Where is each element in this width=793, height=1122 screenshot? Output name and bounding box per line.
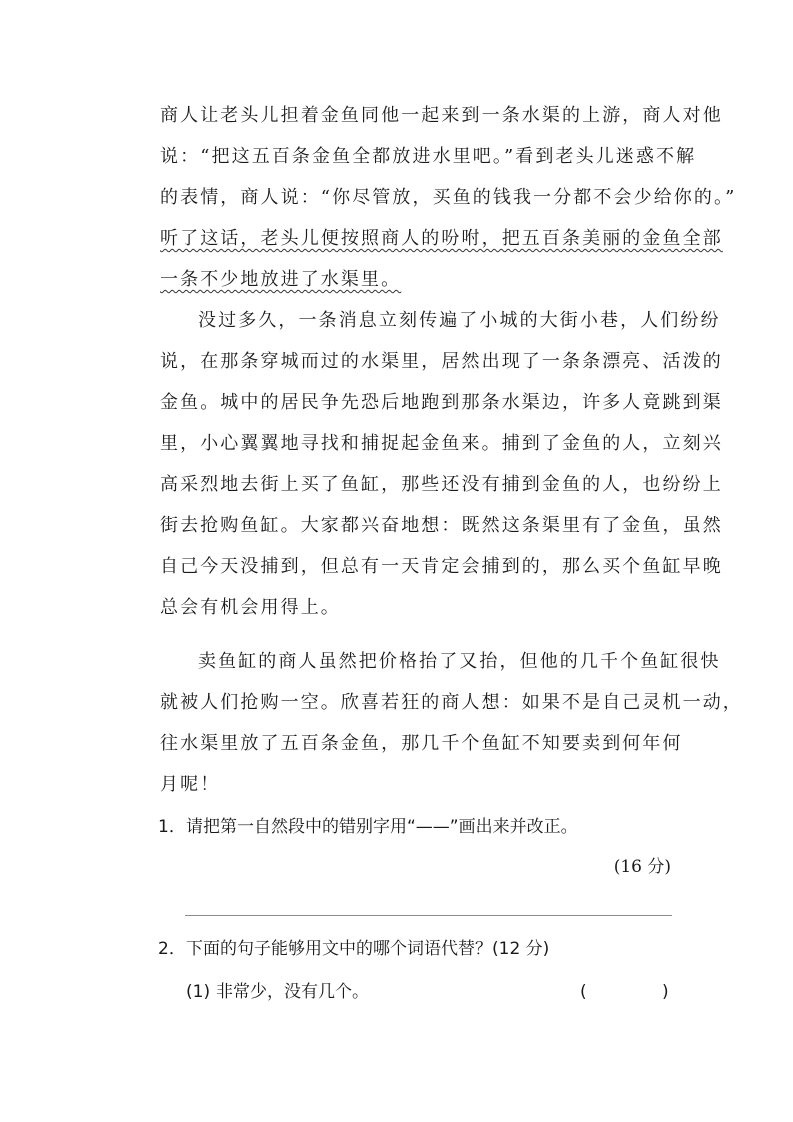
text-line: 说，在那条穿城而过的水渠里，居然出现了一条条漂亮、活泼的 [160, 351, 723, 372]
text-line: 月呢！ [160, 774, 221, 795]
text-line: 说：“把这五百条金鱼全都放进水里吧。”看到老头儿迷惑不解 [160, 146, 697, 167]
text-line: 总会有机会用得上。 [160, 597, 341, 618]
answer-paren-close: ) [662, 982, 669, 1002]
answer-paren-open: ( [580, 982, 587, 1002]
text-line: 自己今天没捕到，但总有一天肯定会捕到的，那么买个鱼缸早晚 [160, 556, 723, 577]
question-score: (16 分) [613, 857, 671, 877]
answer-line[interactable] [185, 915, 672, 916]
text-line: 就被人们抢购一空。欣喜若狂的商人想：如果不是自己灵机一动， [160, 692, 743, 713]
wavy-underlined-line [160, 268, 674, 292]
text-line: 里，小心翼翼地寻找和捕捉起金鱼来。捕到了金鱼的人，立刻兴 [160, 433, 723, 454]
sub-item-label: (1) [186, 982, 211, 1002]
sub-item-text: 非常少，没有几个。 [216, 982, 369, 1002]
text-line: 的表情，商人说：“你尽管放，买鱼的钱我一分都不会少给你的。” [160, 187, 737, 208]
wavy-underlined-text: 一条不少地放进了水渠里。 [160, 269, 402, 290]
question-number: 2． [158, 939, 186, 959]
wavy-underlined-line [160, 227, 723, 251]
wavy-underlined-text: 听了这话，老头儿便按照商人的吩咐，把五百条美丽的金鱼全部 [160, 228, 723, 249]
question-text: 请把第一自然段中的错别字用“——”画出来并改正。 [186, 817, 578, 837]
text-line: 卖鱼缸的商人虽然把价格抬了又抬，但他的几千个鱼缸很快 [198, 651, 721, 672]
text-line: 金鱼。城中的居民争先恐后地跑到那条水渠边，许多人竟跳到渠 [160, 392, 723, 413]
text-line: 往水渠里放了五百条金鱼，那几千个鱼缸不知要卖到何年何 [160, 733, 683, 754]
text-line: 高采烈地去街上买了鱼缸，那些还没有捕到金鱼的人，也纷纷上 [160, 474, 723, 495]
text-line: 街去抢购鱼缸。大家都兴奋地想：既然这条渠里有了金鱼，虽然 [160, 515, 723, 536]
text-line: 没过多久，一条消息立刻传遍了小城的大街小巷，人们纷纷 [198, 310, 721, 331]
question-text: 下面的句子能够用文中的哪个词语代替？(12 分) [186, 939, 550, 959]
text-line: 商人让老头儿担着金鱼同他一起来到一条水渠的上游，商人对他 [160, 105, 723, 126]
question-number: 1． [158, 817, 186, 837]
answer-blank[interactable] [596, 980, 658, 1004]
